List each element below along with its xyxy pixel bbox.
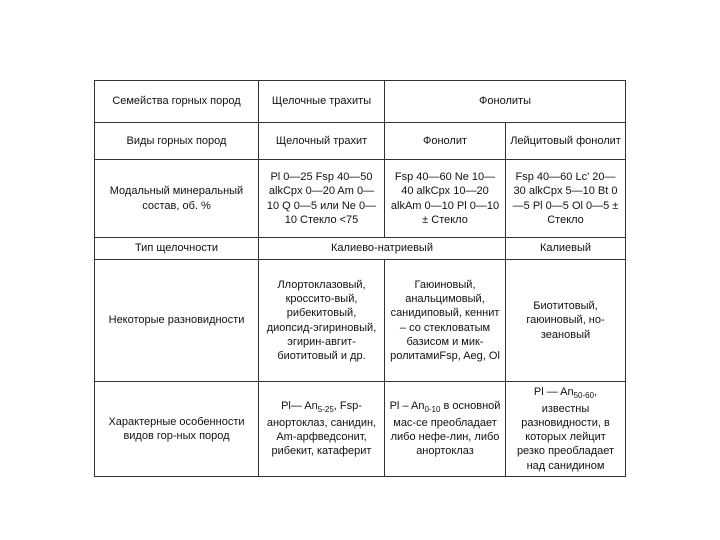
rock-families-table: [94, 80, 626, 477]
row-header-types: Виды горных пород: [95, 123, 259, 160]
cell-features-trachyte: Pl— $An_{5-25}$, Fsp-анортоклаз, санидин, Am-арфведсонит, рибекит, катаферит: [259, 382, 385, 477]
row-header-alkalinity: Тип щелочности: [95, 238, 259, 260]
cell-alkalinity-k-na: Калиево-натриевый: [259, 238, 506, 260]
cell-phonolite: Фонолит: [385, 123, 506, 160]
table-row: [95, 382, 626, 477]
table-row: [95, 81, 626, 123]
cell-varieties-phonolite: Гаюиновый, анальцимовый, санидиповый, кеннит – со стекловатым базисом и мик-ролитамиFsp, Aeg, Ol: [385, 260, 506, 382]
cell-composition-phonolite: Fsp 40—60 Ne 10—40 alkCpx 10—20 alkAm 0—10 Pl 0—10 ± Стекло: [385, 160, 506, 238]
cell-features-phonolite: Pl – $An_{0-10}$ в основной мас-се преобладает либо нефе-лин, либо анортоклаз: [385, 382, 506, 477]
cell-composition-trachyte: Pl 0—25 Fsp 40—50 alkCpx 0—20 Am 0—10 Q 0—5 или Ne 0—10 Стекло <75: [259, 160, 385, 238]
cell-features-leucite: Pl — $An_{50-60}$, известны разновидности, в которых лейцит резко преобладает над санидином: [506, 382, 626, 477]
cell-varieties-trachyte: Ллортоклазовый, кроссито-вый, рибекитовый, диопсид-эгириновый, эгирин-авгит-биотитовый и др.: [259, 260, 385, 382]
cell-alkalinity-k: Калиевый: [506, 238, 626, 260]
cell-phonolites: Фонолиты: [385, 81, 626, 123]
row-header-modal-composition: Модальный минеральный состав, об. %: [95, 160, 259, 238]
table-row: [95, 123, 626, 160]
cell-alkaline-trachytes: Щелочные трахиты: [259, 81, 385, 123]
cell-leucite-phonolite: Лейцитовый фонолит: [506, 123, 626, 160]
table-row: [95, 238, 626, 260]
cell-varieties-leucite: Биотитовый, гаюиновый, но-зеановый: [506, 260, 626, 382]
table-row: [95, 160, 626, 238]
cell-composition-leucite: Fsp 40—60 Lc' 20—30 alkCpx 5—10 Bt 0—5 Pl 0—5 Ol 0—5 ± Стекло: [506, 160, 626, 238]
row-header-varieties: Некоторые разновидности: [95, 260, 259, 382]
row-header-families: Семейства горных пород: [95, 81, 259, 123]
cell-alkaline-trachyte: Щелочный трахит: [259, 123, 385, 160]
table-row: [95, 260, 626, 382]
row-header-features: Характерные особенности видов гор-ных пород: [95, 382, 259, 477]
